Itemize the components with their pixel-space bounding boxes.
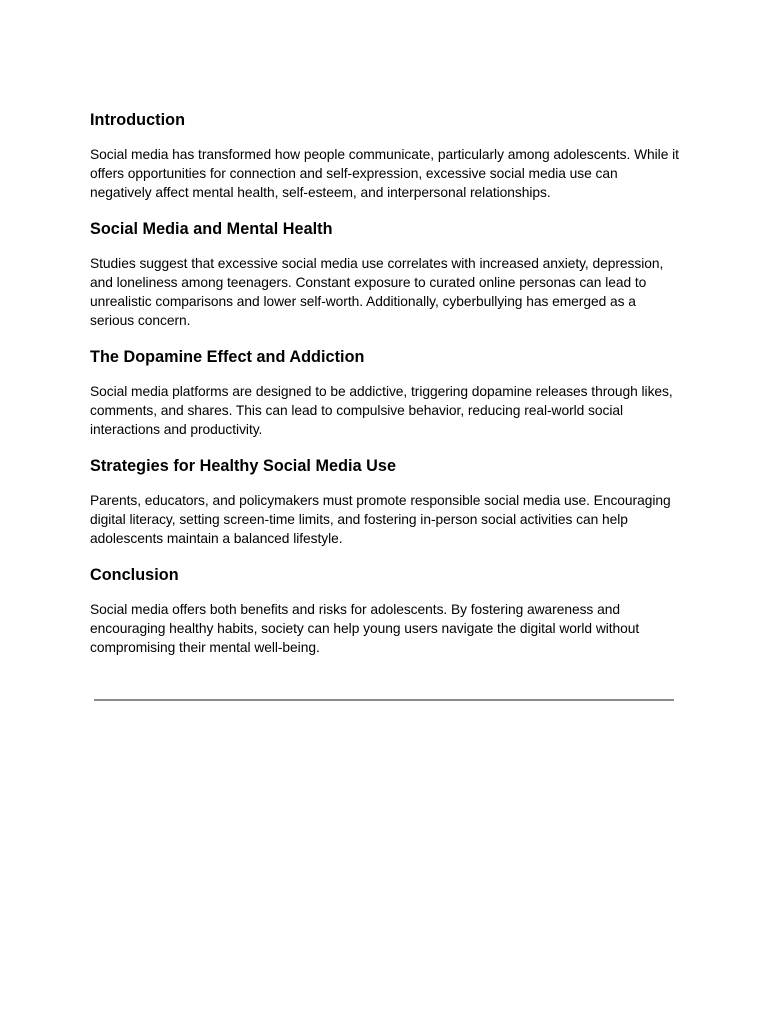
section-paragraph: Parents, educators, and policymakers must promote responsible social media use. Encouraging digital literacy, setting screen-time limits, and fostering in-person social activities can help adolescents maintain a balanced lifestyle. — [90, 493, 671, 546]
section-strategies — [90, 455, 680, 548]
section-mental-health — [90, 218, 680, 330]
document-body — [90, 109, 680, 673]
section-heading: Introduction — [90, 111, 186, 129]
section-heading: The Dopamine Effect and Addiction — [90, 348, 365, 366]
section-paragraph: Social media offers both benefits and risks for adolescents. By fostering awareness and encouraging healthy habits, society can help young users navigate the digital world without compromising their mental well-being. — [90, 602, 640, 655]
section-paragraph: Social media has transformed how people communicate, particularly among adolescents. While it offers opportunities for connection and self-expression, excessive social media use can negatively affect mental health, self-esteem, and interpersonal relationships. — [90, 147, 679, 200]
section-dopamine — [90, 346, 680, 439]
section-heading: Strategies for Healthy Social Media Use — [90, 457, 397, 475]
section-heading: Conclusion — [90, 566, 179, 584]
section-heading: Social Media and Mental Health — [90, 220, 333, 238]
section-conclusion — [90, 564, 680, 657]
horizontal-divider — [94, 699, 674, 701]
section-paragraph: Studies suggest that excessive social media use correlates with increased anxiety, depression, and loneliness among teenagers. Constant exposure to curated online personas can lead to unrealistic comparisons and lower self-worth. Additionally, cyberbullying has emerged as a serious concern. — [90, 256, 664, 328]
section-paragraph: Social media platforms are designed to be addictive, triggering dopamine releases through likes, comments, and shares. This can lead to compulsive behavior, reducing real-world social interactions and productivity. — [90, 384, 673, 437]
section-introduction — [90, 109, 680, 202]
